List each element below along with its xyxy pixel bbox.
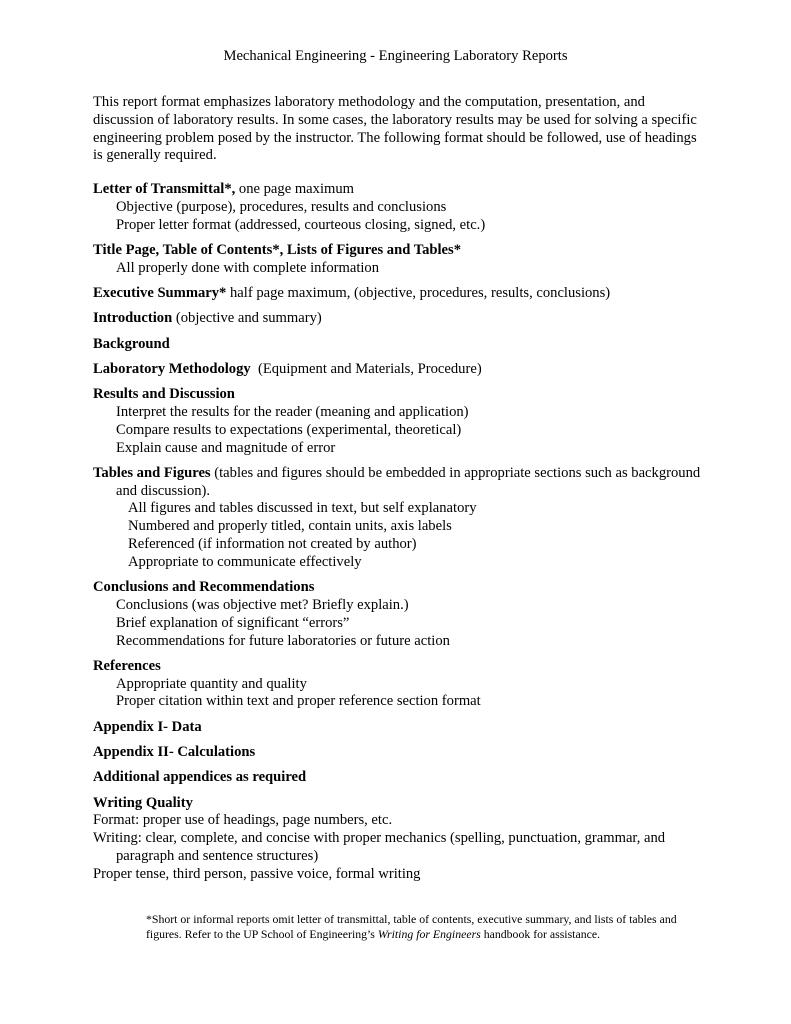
list-item: Conclusions (was objective met? Briefly explain.): [116, 596, 409, 613]
section-heading: Writing Quality: [93, 794, 193, 811]
section-heading: Executive Summary*: [93, 284, 227, 301]
section-heading: Introduction: [93, 310, 173, 327]
section-heading: Background: [93, 335, 170, 352]
section-heading: Conclusions and Recommendations: [93, 579, 315, 596]
list-item: Objective (purpose), procedures, results and conclusions: [116, 198, 447, 215]
section-letter-of-transmittal: [93, 181, 708, 234]
list-item: Proper citation within text and proper reference section format: [116, 693, 481, 710]
sections-list: [93, 181, 708, 891]
footnote-text: *Short or informal reports omit letter of transmittal, table of contents, executive summary, and lists of tables and figures. Refer to the UP School of Engineering’s: [146, 912, 677, 941]
list-item: Explain cause and magnitude of error: [116, 439, 336, 456]
section-note: one page maximum: [235, 181, 355, 197]
section-heading: Appendix II- Calculations: [93, 744, 256, 761]
list-item: Writing: clear, complete, and concise with proper mechanics (spelling, punctuation, grammar, and paragraph and sentence structures): [93, 830, 666, 864]
footnote-text-end: handbook for assistance.: [480, 927, 601, 941]
footnote-handbook-title: Writing for Engineers: [377, 927, 481, 941]
section-appendix-calculations: [93, 744, 708, 762]
list-item: Numbered and properly titled, contain units, axis labels: [128, 518, 452, 535]
section-note: (Equipment and Materials, Procedure): [250, 360, 482, 377]
section-heading: Appendix I- Data: [93, 718, 202, 735]
section-appendix-data: [93, 719, 708, 737]
section-writing-quality: [93, 795, 708, 884]
section-heading: Additional appendices as required: [93, 769, 307, 786]
section-introduction: [93, 310, 708, 328]
section-results-and-discussion: [93, 386, 708, 457]
list-item: Proper letter format (addressed, courteous closing, signed, etc.): [116, 216, 486, 233]
section-note: half page maximum, (objective, procedures, results, conclusions): [226, 284, 611, 301]
section-note: (tables and figures should be embedded in appropriate sections such as background and discussion).: [116, 464, 701, 499]
section-laboratory-methodology: [93, 361, 708, 379]
section-title-page: [93, 242, 708, 278]
section-note: (objective and summary): [172, 310, 322, 327]
list-item: Compare results to expectations (experimental, theoretical): [116, 421, 462, 438]
section-references: [93, 658, 708, 711]
section-conclusions-and-recommendations: [93, 579, 708, 650]
section-background: [93, 336, 708, 354]
section-tables-and-figures: [93, 465, 708, 572]
section-heading: Tables and Figures: [93, 464, 211, 481]
list-item: Appropriate to communicate effectively: [128, 553, 362, 570]
list-item: Format: proper use of headings, page numbers, etc.: [93, 812, 393, 829]
list-item: Appropriate quantity and quality: [116, 675, 307, 692]
list-item: All figures and tables discussed in text, but self explanatory: [128, 500, 477, 517]
footnote: [146, 912, 686, 942]
list-item: All properly done with complete information: [116, 259, 380, 276]
section-heading: Results and Discussion: [93, 386, 235, 403]
list-item: Referenced (if information not created by author): [128, 536, 417, 553]
list-item: Proper tense, third person, passive voice, formal writing: [93, 865, 421, 882]
list-item: Interpret the results for the reader (meaning and application): [116, 403, 469, 420]
section-heading: Letter of Transmittal*,: [93, 181, 236, 197]
section-heading: References: [93, 657, 161, 674]
list-item: Recommendations for future laboratories or future action: [116, 632, 450, 649]
page-title: Mechanical Engineering - Engineering Laboratory Reports: [223, 48, 568, 64]
list-item: Brief explanation of significant “errors”: [116, 614, 350, 631]
intro-paragraph: This report format emphasizes laboratory methodology and the computation, presentation, and discussion of laboratory results. In some cases, the laboratory results may be used for solving a specific engineering problem posed by the instructor. The following format should be followed, use of headings is generally required.: [93, 94, 697, 164]
section-executive-summary: [93, 285, 708, 303]
section-heading: Title Page, Table of Contents*, Lists of Figures and Tables*: [93, 241, 462, 258]
section-heading: Laboratory Methodology: [93, 360, 251, 377]
section-additional-appendices: [93, 769, 708, 787]
